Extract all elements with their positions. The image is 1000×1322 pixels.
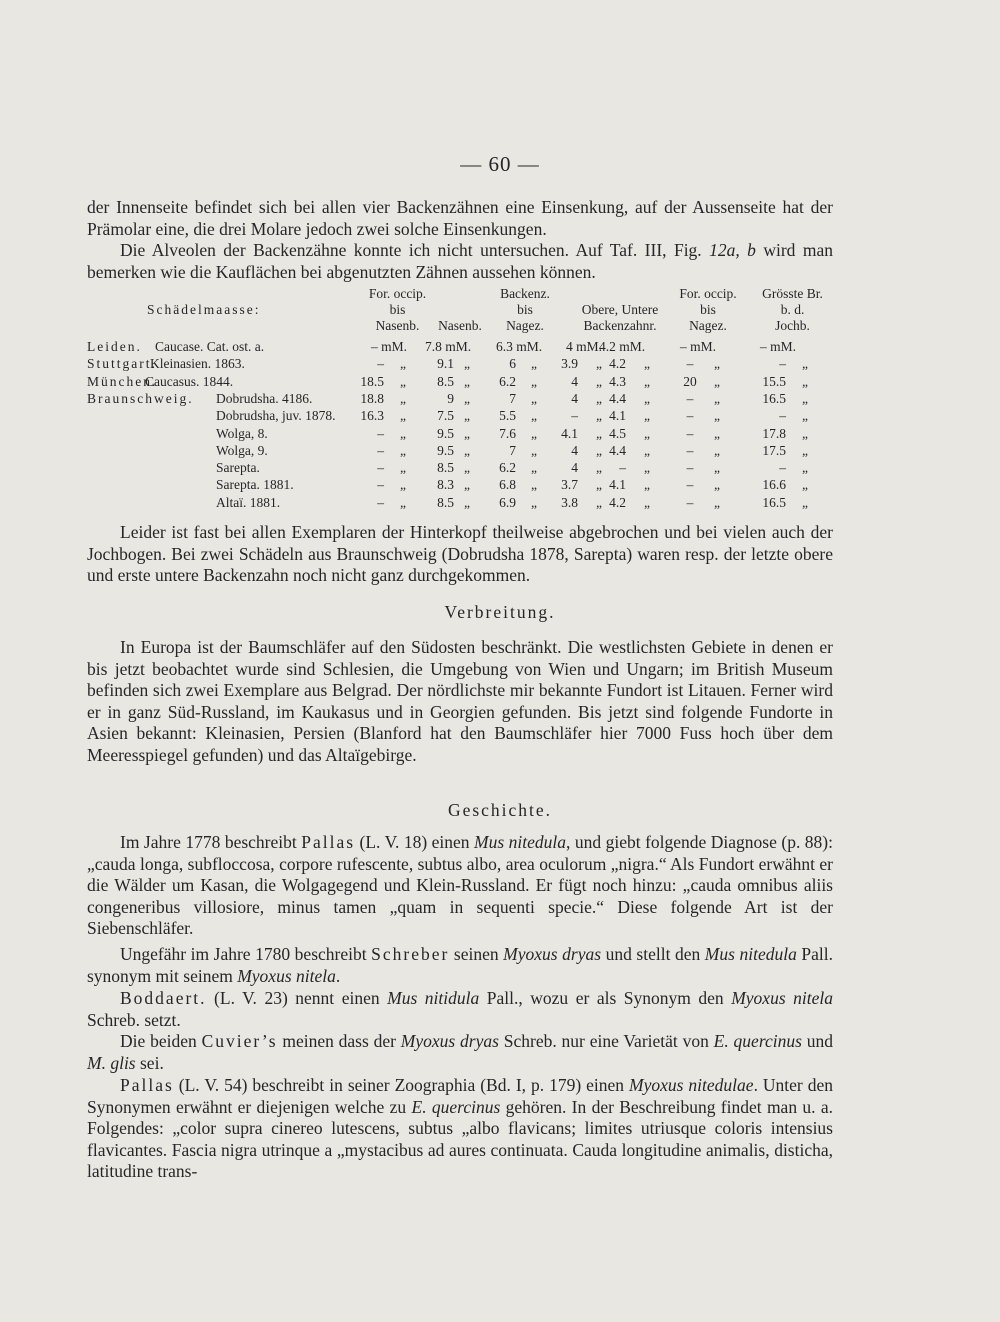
row-place: München.	[87, 373, 158, 389]
table-cell: 4.3	[609, 373, 626, 389]
ditto-mark: „	[644, 477, 650, 493]
leider-paragraph: Leider ist fast bei allen Exemplaren der Hinterkopf theilweise abgebrochen und bei vielen auch der Jochbogen. Bei zwei Schädeln aus Braunschweig (Dobrudsha 1878, Sarepta) waren resp. der letzte obere und erste untere Backenzahn noch nicht ganz durchgekommen.	[87, 522, 833, 586]
ditto-mark: „	[714, 356, 720, 372]
table-cell: 8.3	[437, 477, 454, 493]
row-label: Altaï. 1881.	[216, 494, 281, 510]
table-cell: 9.5	[437, 442, 454, 458]
units-cell: – mM.	[760, 339, 797, 354]
figure-reference: 12a, b	[709, 240, 756, 260]
ditto-mark: „	[644, 408, 650, 424]
ditto-mark: „	[644, 373, 650, 389]
author-name: Pallas	[120, 1075, 174, 1095]
table-cell: 8.5	[437, 494, 454, 510]
species-name: Myoxus nitela	[237, 965, 336, 986]
table-cell: –	[686, 425, 694, 441]
ditto-mark: „	[464, 390, 470, 406]
intro-paragraph: der Innenseite befindet sich bei allen vier Backenzähnen eine Einsenkung, auf der Aussenseite hat der Prämolar eine, die drei Molare jedoch zwei solche Einsenkungen.	[87, 197, 833, 239]
alveolen-paragraph: Die Alveolen der Backenzähne konnte ich nicht untersuchen. Auf Taf. III, Fig. 12a, b wird man bemerken wie die Kauflächen bei abgenutzten Zähnen aussehen können.	[87, 240, 833, 282]
ditto-mark: „	[531, 408, 537, 424]
ditto-mark: „	[400, 373, 406, 389]
ditto-mark: „	[464, 494, 470, 510]
table-cell: –	[377, 477, 384, 493]
ditto-mark: „	[802, 408, 808, 424]
row-place: Stuttgart.	[87, 356, 157, 372]
ditto-mark: „	[531, 425, 537, 441]
ditto-mark: „	[596, 494, 602, 510]
ditto-mark: „	[644, 390, 650, 406]
ditto-mark: „	[531, 494, 537, 510]
units-cell: – mM.	[371, 339, 408, 354]
species-name: E. quercinus	[411, 1096, 501, 1117]
table-cell: –	[686, 477, 694, 493]
row-place: Braunschweig.	[87, 390, 194, 406]
species-name: E. quercinus	[713, 1031, 802, 1051]
row-label: Dobrudsha, juv. 1878.	[216, 408, 336, 424]
author-name: Cuvier’s	[201, 1031, 278, 1051]
table-cell: –	[377, 356, 384, 372]
table-cell: 9.5	[437, 425, 454, 441]
table-cell: 4.4	[609, 442, 626, 458]
table-cell: –	[779, 356, 786, 372]
ditto-mark: „	[464, 460, 470, 476]
ditto-mark: „	[464, 356, 470, 372]
ditto-mark: „	[714, 460, 720, 476]
table-cell: 18.5	[360, 373, 384, 389]
table-cell: 7.5	[437, 408, 454, 424]
table-cell: 6	[509, 356, 516, 372]
ditto-mark: „	[531, 477, 537, 493]
ditto-mark: „	[644, 460, 650, 476]
row-label: Caucase. Cat. ost. a.	[155, 339, 265, 354]
ditto-mark: „	[596, 373, 602, 389]
verbreitung-paragraph: In Europa ist der Baumschläfer auf den Südosten beschränkt. Die westlichsten Gebiete in denen er bis jetzt beobachtet wurde sind Schlesien, die Umgebung von Wien und Ungarn; im British Museum befinden sich zwei Exemplare aus Belgrad. Der nördlichste mir bekannte Fundort ist Litauen. Ferner wird er in ganz Süd-Russland, im Kaukasus und in Georgien gefunden. Bis jetzt sind folgende Fundorte in Asien bekannt: Kleinasien, Persien (Blanford hat den Baumschläfer hier 7000 Fuss hoch über dem Meeresspiegel gefunden) und das Altaïgebirge.	[87, 637, 833, 765]
table-header-col1: For. occip. bis Nasenb.	[368, 286, 427, 333]
table-cell: 17.5	[762, 442, 786, 458]
table-cell: 6.9	[499, 494, 516, 510]
pallas-zoographia-paragraph: Pallas (L. V. 54) beschreibt in seiner Zoographia (Bd. I, p. 179) einen Myoxus nitedulae. Unter den Synonymen erwähnt er diejenigen welche zu E. quercinus gehören. In der Beschreibung findet man u. a. Folgendes: „color supra cinereo lutescens, subtus „albo flavicans; limites utriusque coloris intensius flavicantes. Fascia nigra utrinque a „mystacibus ad aures continuata. Cauda longitudine animalis, disticha, latitudine trans-	[87, 1075, 833, 1182]
ditto-mark: „	[644, 425, 650, 441]
ditto-mark: „	[802, 460, 808, 476]
table-cell: 4	[571, 373, 578, 389]
ditto-mark: „	[464, 408, 470, 424]
ditto-mark: „	[464, 425, 470, 441]
table-cell: –	[686, 390, 694, 406]
ditto-mark: „	[596, 477, 602, 493]
ditto-mark: „	[644, 356, 650, 372]
units-cell: 7.8 mM.	[425, 339, 472, 354]
ditto-mark: „	[802, 373, 808, 389]
species-name: Mus nitidula	[387, 988, 480, 1008]
table-title: Schädelmaasse:	[147, 302, 261, 317]
ditto-mark: „	[714, 477, 720, 493]
row-label: Caucasus. 1844.	[145, 373, 234, 389]
ditto-mark: „	[596, 460, 602, 476]
table-header-col2: Nasenb.	[438, 318, 482, 333]
row-place: Leiden.	[87, 339, 142, 354]
table-cell: –	[779, 408, 786, 424]
ditto-mark: „	[644, 494, 650, 510]
table-cell: 6.8	[499, 477, 516, 493]
ditto-mark: „	[596, 442, 602, 458]
table-cell: 8.5	[437, 460, 454, 476]
author-name: Pallas	[301, 832, 356, 852]
table-cell: –	[686, 442, 694, 458]
ditto-mark: „	[714, 373, 720, 389]
table-cell: 9	[447, 390, 454, 406]
ditto-mark: „	[802, 390, 808, 406]
table-cell: 3.8	[561, 494, 578, 510]
ditto-mark: „	[596, 408, 602, 424]
row-label: Kleinasien. 1863.	[150, 356, 245, 372]
species-name: Myoxus dryas	[503, 944, 602, 964]
ditto-mark: „	[714, 442, 720, 458]
ditto-mark: „	[802, 356, 808, 372]
table-cell: 4.1	[609, 477, 626, 493]
species-name: Myoxus dryas	[400, 1031, 499, 1051]
table-cell: 8.5	[437, 373, 454, 389]
ditto-mark: „	[644, 442, 650, 458]
heading-geschichte: Geschichte.	[447, 800, 553, 820]
ditto-mark: „	[400, 442, 406, 458]
table-cell: 3.9	[561, 356, 578, 372]
species-name: Myoxus nitedulae	[629, 1075, 754, 1095]
ditto-mark: „	[531, 356, 537, 372]
ditto-mark: „	[802, 494, 808, 510]
table-cell: 7	[509, 442, 516, 458]
table-cell: 9.1	[437, 356, 454, 372]
table-cell: –	[571, 408, 578, 424]
ditto-mark: „	[400, 425, 406, 441]
table-cell: 15.5	[762, 373, 786, 389]
table-cell: 4	[571, 390, 578, 406]
table-header-col4: Obere, Untere Backenzahnr.	[581, 302, 659, 333]
ditto-mark: „	[802, 477, 808, 493]
table-cell: –	[686, 494, 694, 510]
author-name: Schreber	[371, 944, 450, 964]
row-label: Wolga, 9.	[216, 442, 268, 458]
table-cell: –	[686, 408, 694, 424]
ditto-mark: „	[464, 442, 470, 458]
ditto-mark: „	[714, 425, 720, 441]
ditto-mark: „	[531, 442, 537, 458]
ditto-mark: „	[596, 425, 602, 441]
species-name: Myoxus nitela	[731, 988, 834, 1008]
table-cell: 4	[571, 442, 578, 458]
ditto-mark: „	[400, 356, 406, 372]
table-cell: 4.2	[609, 356, 626, 372]
table-header-col3: Backenz. bis Nagez.	[500, 286, 550, 333]
units-cell: 6.3 mM.	[496, 339, 543, 354]
table-cell: –	[377, 442, 384, 458]
boddaert-paragraph: Boddaert. (L. V. 23) nennt einen Mus nitidula Pall., wozu er als Synonym den Myoxus nitela Schreb. setzt.	[87, 988, 834, 1030]
units-cell: 4 mM.	[566, 339, 603, 354]
heading-verbreitung: Verbreitung.	[444, 602, 556, 622]
table-cell: 6.2	[499, 373, 516, 389]
ditto-mark: „	[464, 373, 470, 389]
species-name: Mus nitedula	[474, 832, 566, 852]
ditto-mark: „	[802, 425, 808, 441]
table-cell: –	[779, 460, 786, 476]
schreber-paragraph: Ungefähr im Jahre 1780 beschreibt Schreber seinen Myoxus dryas und stellt den Mus nitedula Pall. synonym mit seinem Myoxus nitela.	[87, 944, 833, 986]
table-cell: –	[377, 460, 384, 476]
table-cell: 17.8	[762, 425, 786, 441]
units-cell: 4.2 mM.	[599, 339, 646, 354]
species-name: M. glis	[87, 1052, 136, 1073]
table-cell: –	[377, 494, 384, 510]
table-cell: 4	[571, 460, 578, 476]
table-header-col6: Grösste Br. b. d. Jochb.	[762, 286, 823, 333]
table-cell: 4.1	[561, 425, 578, 441]
table-cell: 5.5	[499, 408, 516, 424]
pallas-1778-paragraph: Im Jahre 1778 beschreibt Pallas (L. V. 18) einen Mus nitedula, und giebt folgende Diagnose (p. 88): „cauda longa, subfloccosa, corpore rufescente, subtus albo, area oculorum „nigra.“ Als Fundort erwähnt er die Wälder um Kasan, die Wolgagegend und Klein-Russland. Er fügt noch hinzu: „cauda omnibus aliis congeneribus villosiore, minus tamen „quam in sequenti specie.“ Diese folgende Art ist der Siebenschläfer.	[87, 832, 833, 939]
table-cell: 16.6	[762, 477, 786, 493]
table-cell: –	[619, 460, 626, 476]
row-label: Sarepta. 1881.	[216, 477, 294, 493]
ditto-mark: „	[400, 494, 406, 510]
table-cell: 16.3	[360, 408, 384, 424]
ditto-mark: „	[400, 390, 406, 406]
table-cell: 7.6	[499, 425, 516, 441]
table-cell: 4.4	[609, 390, 626, 406]
author-name: Boddaert.	[120, 988, 207, 1008]
ditto-mark: „	[714, 390, 720, 406]
table-cell: –	[686, 460, 694, 476]
ditto-mark: „	[596, 356, 602, 372]
ditto-mark: „	[802, 442, 808, 458]
row-label: Dobrudsha. 4186.	[216, 390, 313, 406]
table-cell: 4.2	[609, 494, 626, 510]
row-label: Sarepta.	[216, 460, 260, 476]
table-cell: 16.5	[762, 390, 786, 406]
ditto-mark: „	[531, 373, 537, 389]
table-cell: –	[686, 356, 694, 372]
table-cell: 18.8	[360, 390, 384, 406]
table-header-col5: For. occip. bis Nagez.	[679, 286, 737, 333]
ditto-mark: „	[714, 408, 720, 424]
cuvier-paragraph: Die beiden Cuvier’s meinen dass der Myoxus dryas Schreb. nur eine Varietät von E. quercinus und M. glis sei.	[87, 1031, 834, 1073]
table-cell: 20	[683, 373, 697, 389]
units-cell: – mM.	[680, 339, 717, 354]
species-name: Mus nitedula	[704, 944, 797, 964]
row-label: Wolga, 8.	[216, 425, 268, 441]
table-cell: 4.1	[609, 408, 626, 424]
ditto-mark: „	[400, 477, 406, 493]
ditto-mark: „	[464, 477, 470, 493]
ditto-mark: „	[596, 390, 602, 406]
table-cell: –	[377, 425, 384, 441]
table-cell: 4.5	[609, 425, 626, 441]
page-number: — 60 —	[460, 152, 540, 176]
table-cell: 16.5	[762, 494, 786, 510]
ditto-mark: „	[400, 460, 406, 476]
ditto-mark: „	[714, 494, 720, 510]
table-cell: 6.2	[499, 460, 516, 476]
table-cell: 3.7	[561, 477, 578, 493]
table-cell: 7	[509, 390, 516, 406]
ditto-mark: „	[531, 390, 537, 406]
ditto-mark: „	[400, 408, 406, 424]
ditto-mark: „	[531, 460, 537, 476]
